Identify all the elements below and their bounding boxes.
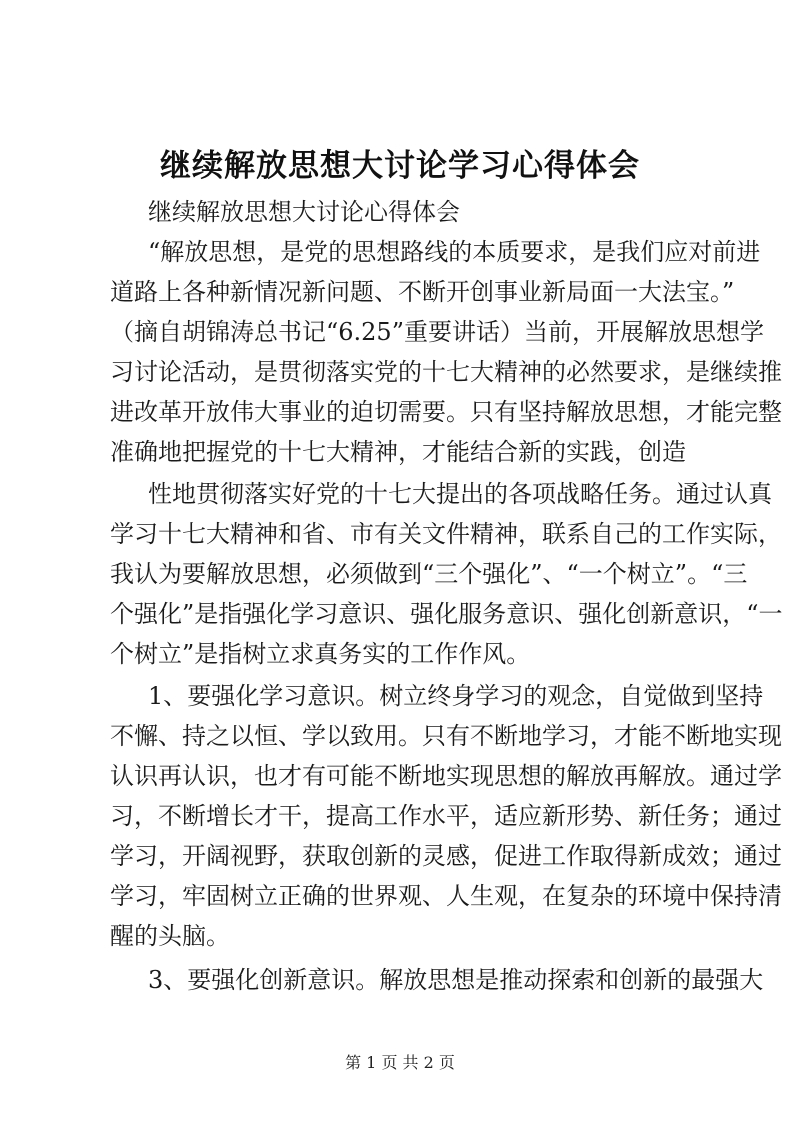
paragraph-line: 我认为要解放思想，必须做到“三个强化”、“一个树立”。“三 [110, 560, 748, 588]
subtitle-line: 继续解放思想大讨论心得体会 [148, 198, 460, 226]
paragraph-line: 个树立”是指树立求真务实的工作作风。 [110, 640, 531, 668]
paragraph-line: 个强化”是指强化学习意识、强化服务意识、强化创新意识，“一 [110, 600, 783, 628]
paragraph-line: 醒的头脑。 [110, 922, 230, 950]
paragraph-line: 道路上各种新情况新问题、不断开创事业新局面一大法宝。” [110, 278, 735, 306]
paragraph-line: 学习，开阔视野，获取创新的灵感，促进工作取得新成效；通过 [110, 842, 782, 870]
paragraph-line: 1、要强化学习意识。树立终身学习的观念，自觉做到坚持 [148, 682, 764, 710]
document-title: 继续解放思想大讨论学习心得体会 [160, 148, 640, 184]
paragraph-line: 学习十七大精神和省、市有关文件精神，联系自己的工作实际， [110, 520, 782, 548]
paragraph-line: 性地贯彻落实好党的十七大提出的各项战略任务。通过认真 [148, 480, 772, 508]
page-footer: 第 1 页 共 2 页 [345, 1053, 455, 1072]
paragraph-line: “解放思想，是党的思想路线的本质要求，是我们应对前进 [148, 238, 761, 266]
paragraph-line: 习讨论活动，是贯彻落实党的十七大精神的必然要求，是继续推 [110, 358, 782, 386]
paragraph-line: 准确地把握党的十七大精神，才能结合新的实践，创造 [110, 438, 686, 466]
paragraph-line: 不懈、持之以恒、学以致用。只有不断地学习，才能不断地实现 [110, 722, 782, 750]
paragraph-line: 学习，牢固树立正确的世界观、人生观，在复杂的环境中保持清 [110, 882, 782, 910]
paragraph-line: 习，不断增长才干，提高工作水平，适应新形势、新任务；通过 [110, 802, 782, 830]
paragraph-line: （摘自胡锦涛总书记“6.25”重要讲话）当前，开展解放思想学 [110, 318, 764, 346]
paragraph-line: 3、要强化创新意识。解放思想是推动探索和创新的最强大 [148, 966, 764, 994]
paragraph-line: 进改革开放伟大事业的迫切需要。只有坚持解放思想，才能完整 [110, 398, 782, 426]
paragraph-line: 认识再认识，也才有可能不断地实现思想的解放再解放。通过学 [110, 762, 782, 790]
